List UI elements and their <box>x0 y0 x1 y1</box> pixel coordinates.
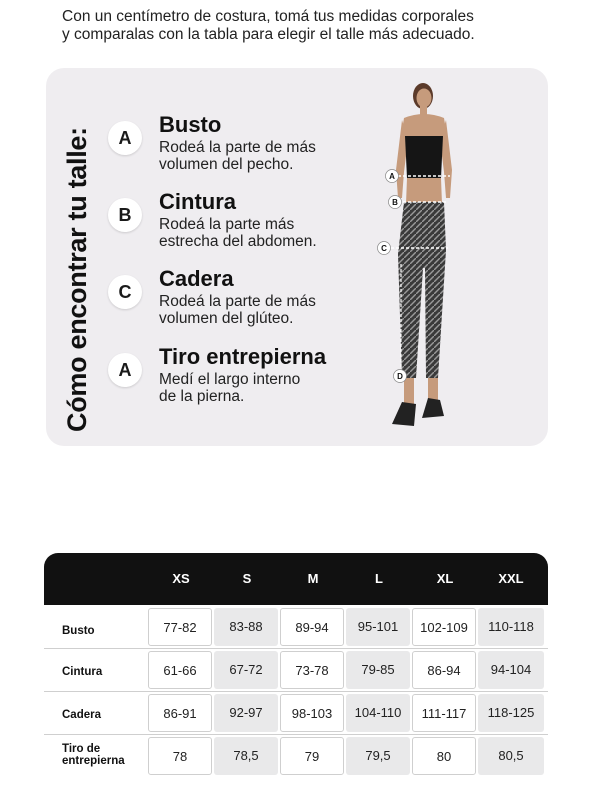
svg-text:C: C <box>381 244 387 253</box>
table-cell: 86-94 <box>412 651 476 689</box>
table-cell: 61-66 <box>148 651 212 689</box>
intro-line-2: y comparalas con la tabla para elegir el talle más adecuado. <box>62 26 475 43</box>
table-cell: 89-94 <box>280 608 344 646</box>
row-label-line: entrepierna <box>62 755 125 767</box>
step-desc-line: de la pierna. <box>159 388 245 405</box>
step-title: Cintura <box>159 189 236 214</box>
table-cell: 86-91 <box>148 694 212 732</box>
marker-d <box>394 370 407 383</box>
step-desc-line: Rodeá la parte de más <box>159 139 316 156</box>
leggings <box>398 202 446 378</box>
table-cell: 110-118 <box>478 608 544 646</box>
table-cell: 95-101 <box>346 608 410 646</box>
step-badge: B <box>108 198 142 232</box>
table-cell: 79-85 <box>346 651 410 689</box>
sports-top <box>405 136 443 178</box>
step-badge: A <box>108 121 142 155</box>
table-cell: 78 <box>148 737 212 775</box>
model-figure-illustration <box>368 78 468 444</box>
table-cell: 80 <box>412 737 476 775</box>
size-header-l: L <box>375 571 383 586</box>
row-divider <box>44 648 548 649</box>
size-header-xl: XL <box>436 571 454 586</box>
right-shoe <box>422 398 444 418</box>
step-desc-line: volumen del pecho. <box>159 156 294 173</box>
step-description <box>159 371 369 405</box>
step-title: Busto <box>159 112 222 137</box>
svg-text:A: A <box>389 172 395 181</box>
svg-text:D: D <box>397 372 403 381</box>
table-cell: 102-109 <box>412 608 476 646</box>
row-label-tiro-entrepierna <box>62 743 125 767</box>
table-cell: 80,5 <box>478 737 544 775</box>
table-cell: 98-103 <box>280 694 344 732</box>
table-cell: 111-117 <box>412 694 476 732</box>
table-cell: 118-125 <box>478 694 544 732</box>
step-description <box>159 216 369 250</box>
step-title: Tiro entrepierna <box>159 344 327 369</box>
table-cell: 94-104 <box>478 651 544 689</box>
step-description <box>159 139 369 173</box>
size-header-xs: XS <box>172 571 190 586</box>
marker-a <box>386 170 399 183</box>
row-label-line: Tiro de <box>62 743 101 755</box>
torso <box>406 178 442 204</box>
row-divider <box>44 734 548 735</box>
marker-c <box>378 242 391 255</box>
row-divider <box>44 691 548 692</box>
row-label-cintura: Cintura <box>62 666 103 678</box>
table-cell: 77-82 <box>148 608 212 646</box>
row-label-busto: Busto <box>62 625 95 637</box>
marker-b <box>389 196 402 209</box>
guide-title: Cómo encontrar tu talle: <box>62 127 92 432</box>
step-desc-line: estrecha del abdomen. <box>159 233 317 250</box>
table-cell: 67-72 <box>214 651 278 689</box>
table-cell: 104-110 <box>346 694 410 732</box>
step-badge: C <box>108 275 142 309</box>
size-header-xxl: XXL <box>498 571 524 586</box>
table-cell: 79 <box>280 737 344 775</box>
row-label-cadera: Cadera <box>62 709 101 721</box>
intro-line-1: Con un centímetro de costura, tomá tus medidas corporales <box>62 8 474 25</box>
step-desc-line: Rodeá la parte más <box>159 216 295 233</box>
table-cell: 79,5 <box>346 737 410 775</box>
size-chart-table <box>44 553 548 779</box>
head <box>417 89 432 108</box>
svg-text:B: B <box>392 198 398 207</box>
step-desc-line: Medí el largo interno <box>159 371 301 388</box>
step-badge: A <box>108 353 142 387</box>
step-desc-line: Rodeá la parte de más <box>159 293 316 310</box>
table-cell: 78,5 <box>214 737 278 775</box>
step-description <box>159 293 369 327</box>
step-title: Cadera <box>159 266 234 291</box>
table-cell: 73-78 <box>280 651 344 689</box>
size-header-s: S <box>242 571 252 586</box>
size-header-m: M <box>307 571 319 586</box>
step-desc-line: volumen del glúteo. <box>159 310 294 327</box>
left-shoe <box>392 402 416 426</box>
intro-text <box>62 8 562 44</box>
table-cell: 83-88 <box>214 608 278 646</box>
table-header <box>44 553 548 605</box>
table-cell: 92-97 <box>214 694 278 732</box>
